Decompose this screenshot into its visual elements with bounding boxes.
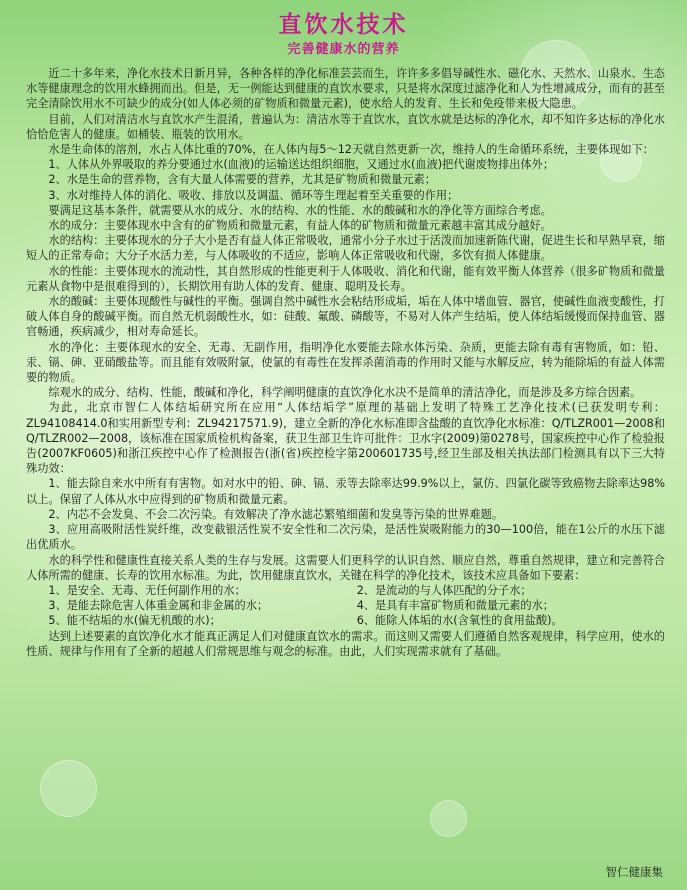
- paragraph: 达到上述要素的直饮净化水才能真正满足人们对健康直饮水的需求。而这则又需要人们遵循自然客观规律，科学应用，使水的性质、规律与作用有了全新的超越人们常规思维与观念的标准。由此，人们实现需求就有了基础。: [26, 629, 665, 658]
- requirement-item: 2、是流动的与人体匹配的分子水；: [356, 583, 532, 597]
- requirement-item: 6、能除人体垢的水(含氧性的食用盐酸)。: [356, 614, 563, 628]
- requirements-row: [26, 598, 665, 613]
- paragraph: 水的成分：主要体现水中含有的矿物质和微量元素，有益人体的矿物质和微量元素越丰富其成分越好。: [48, 219, 552, 233]
- requirement-item: 4、是具有丰富矿物质和微量元素的水；: [356, 599, 554, 613]
- list-item: 3、应用高吸附活性炭纤维，改变截银活性炭不安全性和二次污染，是活性炭吸附能力的30—100倍，能在1公斤的水压下滤出优质水。: [26, 523, 665, 552]
- list-item: 2、内芯不会发臭、不会二次污染。有效解决了净水滤芯繁殖细菌和发臭等污染的世界难题。: [48, 507, 504, 521]
- paragraph: 水的结构：主要体现水的分子大小是否有益人体正常吸收，通常小分子水过于活泼而加速新陈代谢，促进生长和早熟早衰，缩短人的正常寿命；大分子水活力差，与人体吸收的不适应，影响人体正常吸收和代谢，多饮有损人体健康。: [26, 234, 665, 263]
- list-item: 1、能去除自来水中所有有害物。如对水中的铅、砷、镉、汞等去除率达99.9%以上，氯仿、四氯化碳等致癌物去除率达98%以上。保留了人体从水中应得到的矿物质和微量元素。: [26, 477, 665, 506]
- signature: 智仁健康集: [605, 865, 663, 879]
- decor-bubble: [40, 760, 97, 817]
- paragraph: 为此，北京市智仁人体结垢研究所在应用“人体结垢学”原理的基础上发明了特殊工艺净化技术(已获发明专利：ZL94108414.0和实用新型专利：ZL94217571.9)，建立全新的净化水标准即含盐酸的直饮净化水标准：Q/TLZR001—2008和Q/TLZR002—2008，该标准在国家质检机构备案，获卫生部卫生许可批件：卫水字(2009)第0278号，国家疾控中心作了检验报告(2007KF0605)和浙江疾控中心作了检测报告(浙(省)疾控检字第200601735号,经卫生部及相关执法部门检测具有以下三大特殊功效：: [26, 401, 665, 476]
- paragraph: 水是生命体的溶剂，水占人体比重的70%，在人体内每5～12天就自然更新一次，维持人的生命循环系统，主要体现如下：: [48, 143, 654, 157]
- paragraph: 水的净化：主要体现水的安全、无毒、无副作用，指明净化水要能去除水体污染、杂质，更能去除有毒有害物质，如：铅、汞、镉、砷、亚硝酸盐等。而且能有效吸附氯，使氯的有毒性在发挥杀菌消毒的作用时又能与水解反应，转为能除垢的有益人体需要的物质。: [26, 340, 665, 385]
- list-item: 1、人体从外界吸取的养分要通过水(血液)的运输送达组织细胞，又通过水(血液)把代谢废物排出体外；: [48, 158, 555, 172]
- requirement-item: 1、是安全、无毒、无任何副作用的水；: [48, 583, 246, 597]
- page-subtitle: 完善健康水的营养: [287, 42, 400, 57]
- requirements-row: [26, 583, 665, 598]
- page-title: 直饮水技术: [278, 11, 409, 38]
- paragraph: 要满足这基本条件，就需要从水的成分、水的结构、水的性能、水的酸碱和水的净化等方面综合考虑。: [48, 203, 552, 217]
- list-item: 2、水是生命的营养物，含有大量人体需要的营养，尤其是矿物质和微量元素；: [48, 173, 436, 187]
- paragraph: 近二十多年来，净化水技术日新月异，各种各样的净化标准芸芸而生，许许多多倡导碱性水、磁化水、天然水、山泉水、生态水等健康理念的饮用水蜂拥而出。但是，无一例能达到健康的直饮水要求，只是将水深度过滤净化和人为性增减成分，而有的甚至完全清除饮用水不可缺少的成分(如人体必须的矿物质和微量元素)，使水给人的发育、生长和免疫带来极大隐患。: [26, 67, 665, 111]
- requirement-item: 3、是能去除危害人体重金属和非金属的水；: [48, 599, 269, 613]
- paragraph: 水的科学性和健康性直接关系人类的生存与发展。这需要人们更科学的认识自然、顺应自然，尊重自然规律，建立和完善符合人体所需的健康、长寿的饮用水标准。为此，饮用健康直饮水，关键在科学的净化技术，该技术应具备如下要素：: [26, 553, 665, 582]
- requirements-row: [26, 613, 665, 628]
- list-item: 3、水对维持人体的消化、吸收、排放以及调温、循环等生理起着至关重要的作用；: [48, 188, 459, 202]
- paragraph: 综观水的成分、结构、性能，酸碱和净化，科学阐明健康的直饮净化水决不是简单的清洁净化，而是涉及多方综合因素。: [48, 386, 642, 400]
- paragraph: 水的性能：主要体现水的流动性，其自然形成的性能更利于人体吸收、消化和代谢，能有效平衡人体营养（很多矿物质和微量元素从食物中是很难得到的），长期饮用有助人体的发育、健康、聪明及长寿。: [26, 264, 665, 293]
- article-body: [26, 66, 665, 659]
- paragraph: 目前，人们对清洁水与直饮水产生混淆，普遍认为：清洁水等于直饮水，直饮水就是达标的净化水，却不知许多达标的净化水恰恰危害人的健康。如桶装、瓶装的饮用水。: [26, 112, 665, 141]
- decor-bubble: [430, 800, 467, 837]
- paragraph: 水的酸碱：主要体现酸性与碱性的平衡。强调自然中碱性水会粘结形成垢，垢在人体中堵血管、器官，使碱性血液变酸性，打破人体自身的酸碱平衡。而自然无机弱酸性水，如：硅酸、氟酸、磷酸等，不易对人体产生结垢，使人体结垢缓慢而保持血管、器官畅通，疾病减少，相对寿命延长。: [26, 295, 665, 339]
- requirement-item: 5、能不结垢的水(偏无机酸的水)；: [48, 614, 221, 628]
